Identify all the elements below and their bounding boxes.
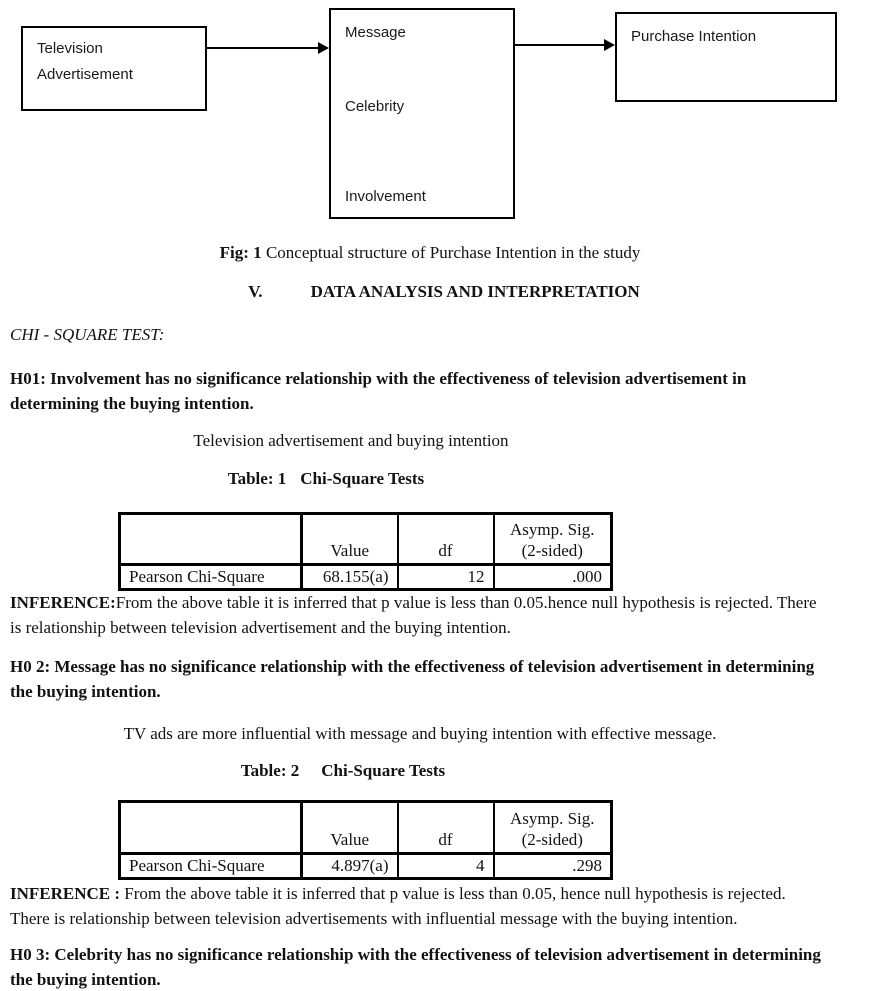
box-label-line: Advertisement [37, 66, 133, 83]
table-cell: 4.897(a) [302, 854, 398, 879]
hypothesis-h01 [10, 366, 746, 416]
paragraph-line: the buying intention. [10, 682, 161, 701]
paragraph-line: H0 3: Celebrity has no significance relationship with the effectiveness of television advertisement in determining [10, 945, 821, 964]
table1-caption-label: Table: 1 [227, 469, 287, 488]
table-cell: 68.155(a) [302, 565, 398, 590]
paragraph-line [10, 590, 817, 615]
section-numeral: V. [248, 282, 263, 301]
hypothesis-h03 [10, 942, 821, 991]
chi-square-test-label: CHI - SQUARE TEST: [10, 325, 165, 344]
table2-caption [118, 758, 568, 783]
table-row [120, 565, 612, 590]
table-header-cell: df [398, 514, 494, 565]
table-header-cell: Value [302, 514, 398, 565]
table-header-cell [120, 514, 302, 565]
table-cell: 4 [398, 854, 494, 879]
table-header-cell: Value [302, 802, 398, 854]
table-header-row [120, 514, 612, 565]
paragraph-line: is relationship between television advertisement and the buying intention. [10, 618, 511, 637]
table-header-cell: Asymp. Sig. (2-sided) [494, 514, 612, 565]
section-title: DATA ANALYSIS AND INTERPRETATION [310, 282, 640, 301]
box-label-involvement: Involvement [345, 188, 426, 205]
box-label-celebrity: Celebrity [345, 98, 405, 115]
table-header-row [120, 802, 612, 854]
figure-caption-text: Conceptual structure of Purchase Intention in the study [265, 243, 641, 262]
flow-box-television-advertisement [21, 26, 207, 111]
inference-label: INFERENCE: [10, 593, 116, 612]
table-cell: Pearson Chi-Square [120, 854, 302, 879]
table-header-cell: df [398, 802, 494, 854]
chi-square-table-2 [118, 800, 613, 880]
paragraph-line: determining the buying intention. [10, 394, 254, 413]
box-label-message: Message [345, 24, 406, 41]
table-cell: .298 [494, 854, 612, 879]
hypothesis-h02 [10, 654, 814, 704]
paragraph-text: From the above table it is inferred that p value is less than 0.05.hence null hypothesis is rejected. There [115, 593, 817, 612]
table-header-cell [120, 802, 302, 854]
paragraph-line [10, 881, 786, 906]
connector-arrow-line [515, 44, 606, 46]
box-label-purchase-intention: Purchase Intention [631, 28, 757, 45]
table2-subtitle: TV ads are more influential with message and buying intention with effective message. [123, 724, 717, 743]
box-label-line: Television [37, 40, 103, 57]
paragraph-line: H01: Involvement has no significance relationship with the effectiveness of television advertisement in [10, 369, 747, 388]
figure-caption [0, 240, 860, 265]
paragraph-line: H0 2: Message has no significance relationship with the effectiveness of television advertisement in determining [10, 657, 815, 676]
paragraph-line: the buying intention. [10, 970, 161, 989]
connector-arrow-line [207, 47, 320, 49]
inference-2 [10, 881, 786, 931]
flow-box-mediators [329, 8, 515, 219]
inference-1 [10, 590, 817, 640]
table-cell: Pearson Chi-Square [120, 565, 302, 590]
section-heading [0, 279, 888, 304]
inference-label: INFERENCE : [10, 884, 121, 903]
arrow-right-icon [318, 42, 329, 54]
table2-caption-label: Table: 2 [240, 761, 300, 780]
table2-caption-title: Chi-Square Tests [321, 761, 446, 780]
flow-box-purchase-intention [615, 12, 837, 102]
figure-caption-label: Fig: 1 [219, 243, 262, 262]
arrow-right-icon [604, 39, 615, 51]
paragraph-text: From the above table it is inferred that p value is less than 0.05, hence null hypothesis is rejected. [124, 884, 786, 903]
table-cell: .000 [494, 565, 612, 590]
table-row [120, 854, 612, 879]
paragraph-line: There is relationship between television advertisements with influential message with the buying intention. [10, 909, 738, 928]
table-header-cell: Asymp. Sig. (2-sided) [494, 802, 612, 854]
chi-square-table-1 [118, 512, 613, 591]
table-cell: 12 [398, 565, 494, 590]
table1-subtitle: Television advertisement and buying intention [193, 431, 509, 450]
table1-caption-title: Chi-Square Tests [300, 469, 425, 488]
table1-caption [118, 466, 534, 491]
